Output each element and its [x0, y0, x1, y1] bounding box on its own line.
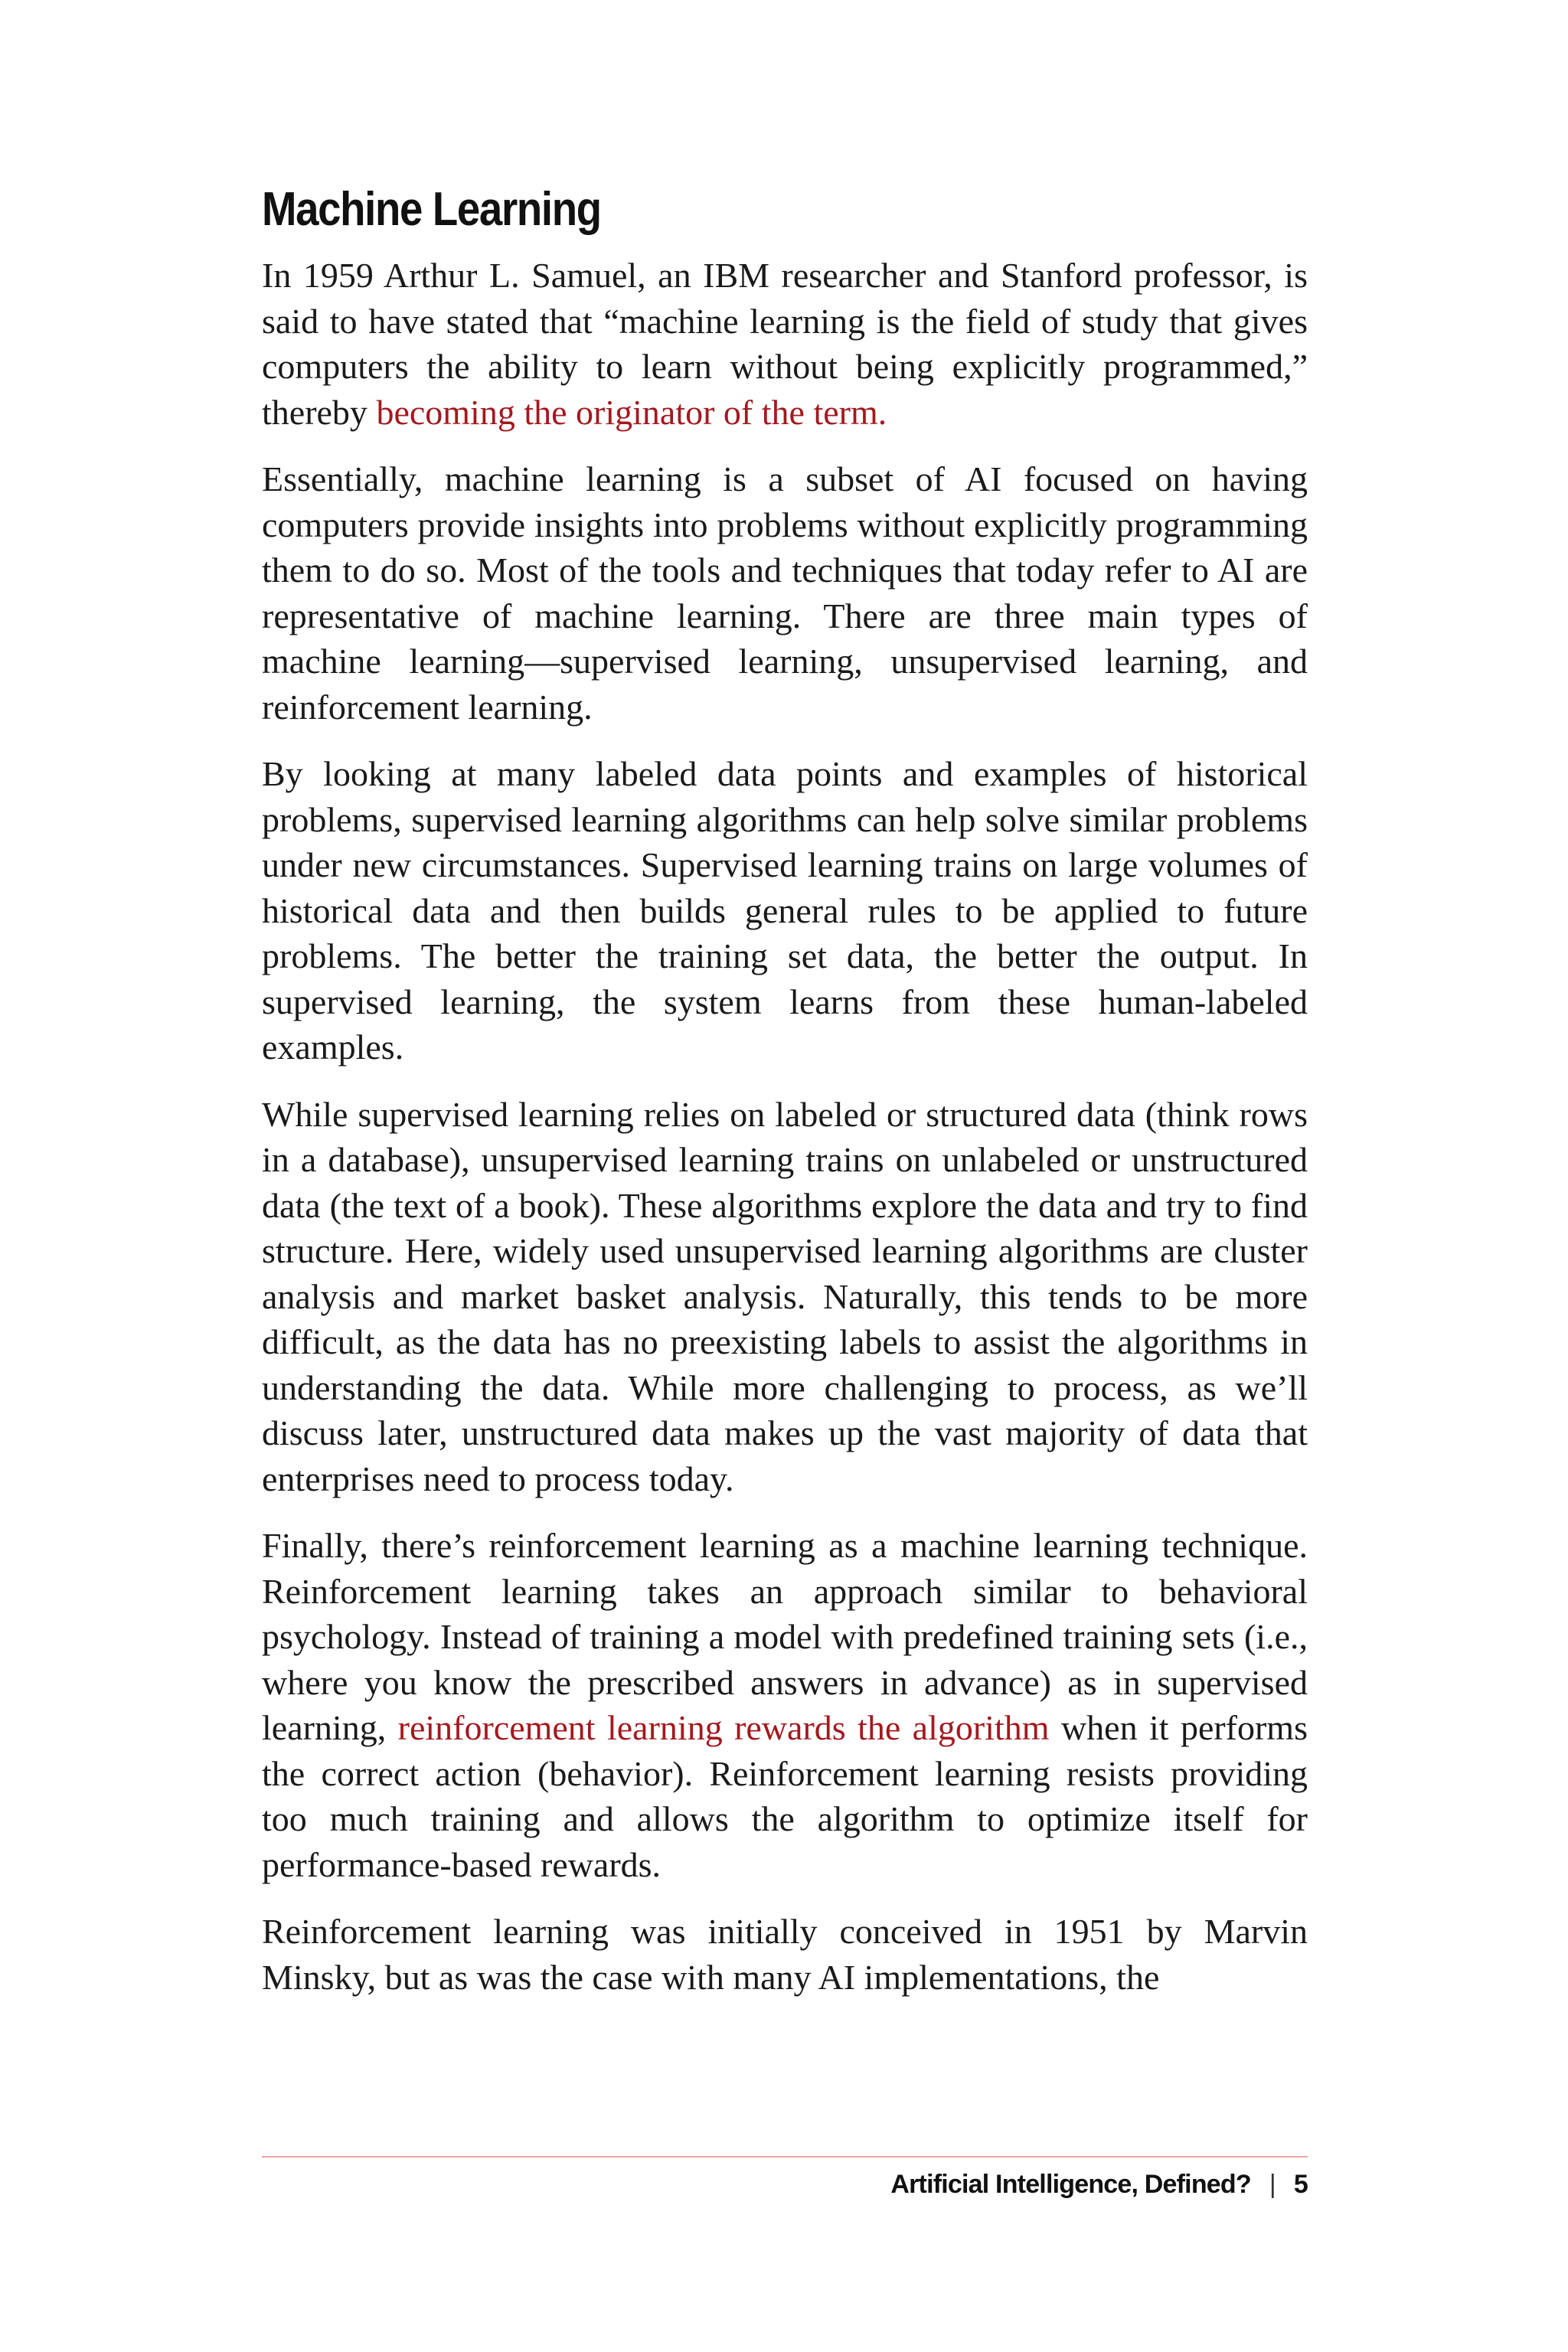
footer-chapter-title: Artificial Intelligence, Defined? [890, 2170, 1251, 2199]
paragraph-6: Reinforcement learning was initially conceived in 1951 by Marvin Minsky, but as was the case with many AI implementations, the [262, 1912, 1308, 1997]
paragraph-1-text: In 1959 Arthur L. Samuel, an IBM researcher and Stanford professor, is said to have stated that “machine learning is the field of study that gives computers the ability to learn without being explicitly programmed,” thereby [262, 256, 1308, 432]
section-title: Machine Learning [262, 183, 601, 236]
page-number: 5 [1293, 2170, 1308, 2199]
paragraph-2: Essentially, machine learning is a subset of AI focused on having computers provide insights into problems without explicitly programming them to do so. Most of the tools and techniques that today refer to AI are representative of machine learning. There are three main types of machine learning—supervised learning, unsupervised learning, and reinforcement learning. [262, 459, 1308, 727]
originator-link[interactable]: becoming the originator of the term. [376, 392, 887, 432]
paragraph-3: By looking at many labeled data points and examples of historical problems, supervised learning algorithms can help solve similar problems under new circumstances. Supervised learning trains on large volumes of historical data and then builds general rules to be applied to future problems. The better the training set data, the better the output. In supervised learning, the system learns from these human-labeled examples. [262, 754, 1308, 1067]
paragraph-4: While supervised learning relies on labeled or structured data (think rows in a database), unsupervised learning trains on unlabeled or unstructured data (the text of a book). These algorithms explore the data and try to find structure. Here, widely used unsupervised learning algorithms are cluster analysis and market basket analysis. Naturally, this tends to be more difficult, as the data has no preexisting labels to assist the algorithms in understanding the data. While more challenging to process, as we’ll discuss later, unstructured data makes up the vast majority of data that enterprises need to process today. [262, 1094, 1308, 1498]
footer-separator: | [1269, 2170, 1276, 2199]
paragraph-5 [262, 1523, 1308, 1887]
reinforcement-rewards-link[interactable]: reinforcement learning rewards the algorithm [397, 1708, 1050, 1748]
page-content [262, 184, 1308, 2021]
footer-rule [262, 2156, 1308, 2158]
paragraph-5-text-before: Finally, there’s reinforcement learning as a machine learning technique. Reinforcement learning takes an approach similar to behavioral psychology. Instead of training a model with predefined training sets (i.e., where you know the prescribed answers in advance) as in supervised learning, [262, 1526, 1308, 1748]
paragraph-1 [262, 253, 1308, 435]
page-footer [890, 2170, 1308, 2200]
paragraph-5-text-after: when it performs the correct action (behavior). Reinforcement learning resists providing too much training and allows the algorithm to optimize itself for performance-based rewards. [262, 1708, 1308, 1884]
